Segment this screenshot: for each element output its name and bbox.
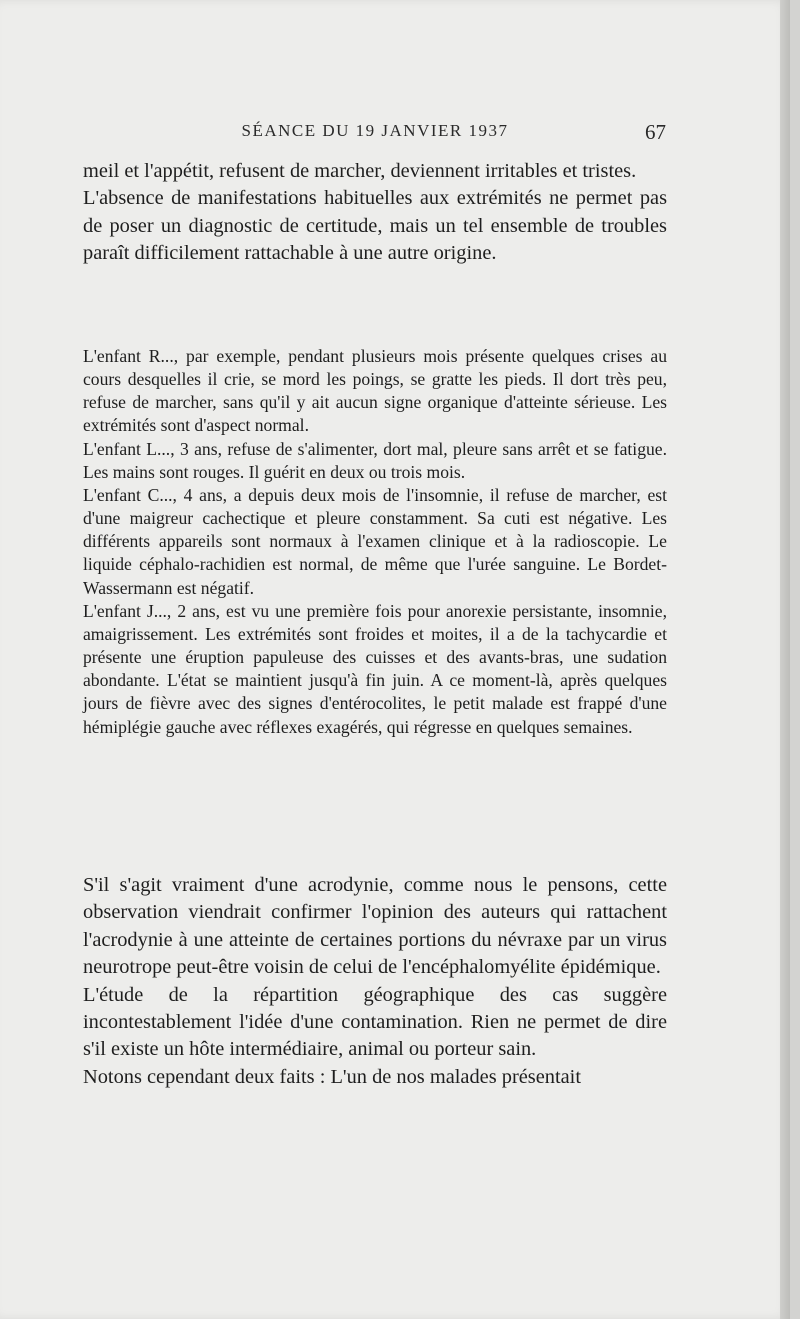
- paragraph: S'il s'agit vraiment d'une acrodynie, comme nous le pensons, cette observation viendrait confirmer l'opinion des auteurs qui rattachent l'acrodynie à une atteinte de certaines portions du névraxe par un virus neurotrope peut-être voisin de celui de l'encéphalomyélite épidémique.: [83, 874, 667, 979]
- page-number: 67: [645, 120, 666, 144]
- page-edge: [780, 0, 790, 1319]
- case-paragraph: L'enfant C..., 4 ans, a depuis deux mois de l'insomnie, il refuse de marcher, est d'une maigreur cachectique et pleure constamment. Sa cuti est négative. Les différents appareils sont normaux à l'examen clinique et à la radioscopie. Le liquide céphalo-rachidien est normal, de même que l'urée sanguine. Le Bordet-Wassermann est négatif.: [83, 484, 667, 598]
- running-title: SÉANCE DU 19 JANVIER 1937: [241, 121, 509, 140]
- text-block-top: [83, 158, 667, 268]
- case-paragraph: L'enfant J..., 2 ans, est vu une première fois pour anorexie persistante, insomnie, amaigrissement. Les extrémités sont froides et moites, il a de la tachycardie et présente une éruption papuleuse des cuisses et des avants-bras, une sudation abondante. L'état se maintient jusqu'à fin juin. A ce moment-là, après quelques jours de fièvre avec des signes d'entérocolites, le petit malade est frappé d'une hémiplégie gauche avec réflexes exagérés, qui régresse en quelques semaines.: [83, 600, 667, 737]
- paragraph: Notons cependant deux faits : L'un de nos malades présentait: [83, 1065, 582, 1088]
- case-reports: [83, 345, 667, 739]
- paragraph: L'étude de la répartition géographique des cas suggère incontestablement l'idée d'une contamination. Rien ne permet de dire s'il existe un hôte intermédiaire, animal ou porteur sain.: [83, 983, 667, 1061]
- case-paragraph: L'enfant L..., 3 ans, refuse de s'alimenter, dort mal, pleure sans arrêt et se fatigue. Les mains sont rouges. Il guérit en deux ou trois mois.: [83, 438, 667, 482]
- paragraph: meil et l'appétit, refusent de marcher, deviennent irritables et tristes.: [83, 160, 637, 182]
- running-head: [84, 121, 666, 147]
- text-block-bottom: [83, 872, 667, 1091]
- case-paragraph: L'enfant R..., par exemple, pendant plusieurs mois présente quelques crises au cours desquelles il crie, se mord les poings, se gratte les pieds. Il dort très peu, refuse de marcher, sans qu'il y ait aucun signe organique d'atteinte sérieuse. Les extrémités sont d'aspect normal.: [83, 346, 667, 436]
- paragraph: L'absence de manifestations habituelles aux extrémités ne permet pas de poser un diagnostic de certitude, mais un tel ensemble de troubles paraît difficilement rattachable à une autre origine.: [83, 187, 667, 265]
